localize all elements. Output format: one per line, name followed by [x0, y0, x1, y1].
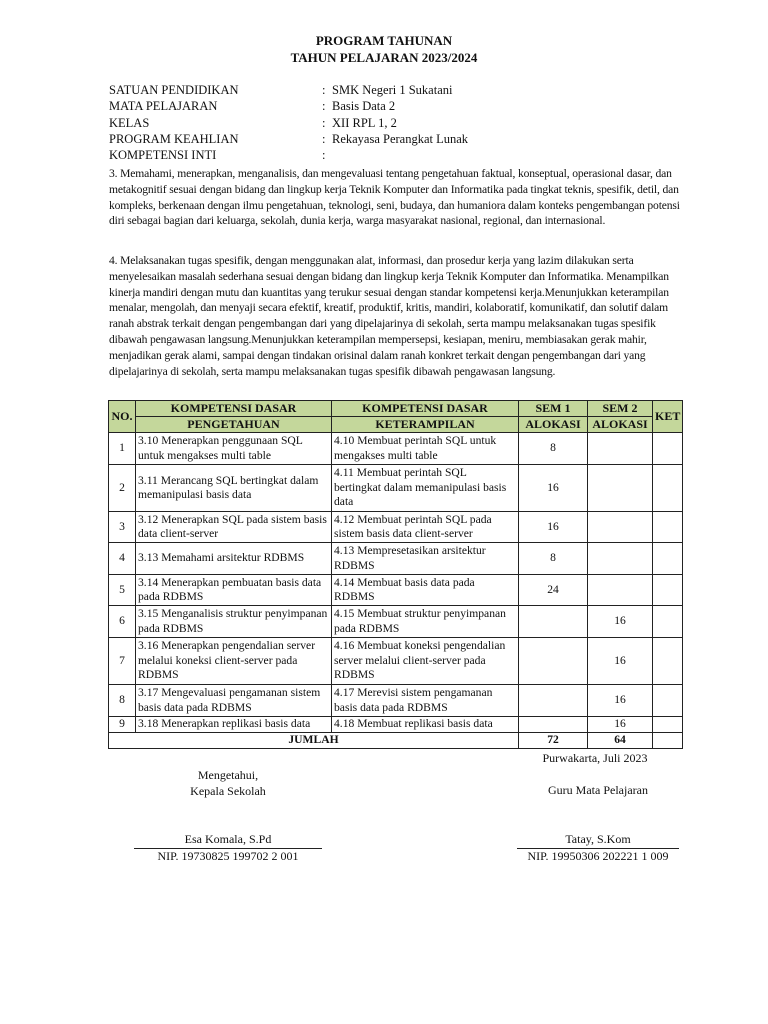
- info-label: KOMPETENSI INTI: [109, 148, 217, 163]
- header-alokasi2: ALOKASI: [588, 417, 653, 433]
- info-separator: :: [322, 115, 326, 130]
- header-keterampilan: KETERAMPILAN: [332, 417, 519, 433]
- cell-kd3: 3.14 Menerapkan pembuatan basis data pada RDBMS: [136, 575, 332, 606]
- cell-no: 2: [109, 465, 136, 512]
- table-row: [109, 512, 683, 543]
- header-kd-keterampilan: KOMPETENSI DASAR: [332, 401, 519, 417]
- info-separator: :: [322, 131, 326, 146]
- page-title: PROGRAM TAHUNAN: [315, 33, 453, 48]
- cell-no: 8: [109, 685, 136, 717]
- info-label: SATUAN PENDIDIKAN: [109, 83, 239, 97]
- info-row-program: [109, 131, 468, 147]
- cell-sem1: 16: [519, 465, 588, 512]
- table-row: [109, 638, 683, 685]
- info-value: SMK Negeri 1 Sukatani: [332, 83, 453, 97]
- cell-sem2: [588, 433, 653, 465]
- info-separator: :: [322, 83, 326, 97]
- cell-kd4: 4.11 Membuat perintah SQL bertingkat dalam memanipulasi basis data: [332, 465, 519, 512]
- cell-ket: [653, 717, 683, 733]
- cell-kd4: 4.10 Membuat perintah SQL untuk mengakses multi table: [332, 433, 519, 465]
- total-row: [109, 733, 683, 749]
- info-label: MATA PELAJARAN: [109, 99, 218, 114]
- info-value: XII RPL 1, 2: [332, 115, 397, 130]
- cell-ket: [653, 433, 683, 465]
- cell-sem2: 16: [588, 685, 653, 717]
- table-row: [109, 685, 683, 717]
- cell-sem2: [588, 465, 653, 512]
- cell-ket: [653, 638, 683, 685]
- cell-sem1: [519, 685, 588, 717]
- signature-left-title2: Kepala Sekolah: [190, 784, 266, 798]
- cell-ket: [653, 575, 683, 606]
- table-row: [109, 606, 683, 638]
- signature-left-title1: Mengetahui,: [197, 768, 259, 782]
- header-sem2: SEM 2: [588, 401, 653, 417]
- cell-sem2: [588, 543, 653, 575]
- cell-kd3: 3.12 Menerapkan SQL pada sistem basis data client-server: [136, 512, 332, 543]
- info-row-mapel: [109, 98, 468, 114]
- cell-sem2: [588, 512, 653, 543]
- identity-block: [109, 82, 468, 163]
- cell-kd4: 4.14 Membuat basis data pada RDBMS: [332, 575, 519, 606]
- page-subtitle: TAHUN PELAJARAN 2023/2024: [290, 50, 478, 65]
- header-no: NO.: [109, 401, 136, 433]
- total-sem2: 64: [588, 733, 653, 749]
- signature-right-nip: NIP. 19950306 202221 1 009: [517, 848, 679, 864]
- cell-sem1: 24: [519, 575, 588, 606]
- table-row: [109, 543, 683, 575]
- info-row-ki: [109, 147, 468, 163]
- cell-no: 9: [109, 717, 136, 733]
- cell-sem2: 16: [588, 717, 653, 733]
- cell-kd4: 4.13 Mempresetasikan arsitektur RDBMS: [332, 543, 519, 575]
- total-label: JUMLAH: [109, 733, 519, 749]
- cell-sem1: [519, 606, 588, 638]
- cell-sem2: 16: [588, 606, 653, 638]
- cell-sem1: [519, 638, 588, 685]
- header-kd-pengetahuan: KOMPETENSI DASAR: [136, 401, 332, 417]
- signature-left-name: Esa Komala, S.Pd: [184, 832, 272, 846]
- info-separator: :: [322, 148, 326, 163]
- place-date: Purwakarta, Juli 2023: [542, 751, 648, 765]
- cell-sem1: 8: [519, 433, 588, 465]
- cell-sem2: 16: [588, 638, 653, 685]
- table-header-row: [109, 401, 683, 417]
- cell-sem2: [588, 575, 653, 606]
- info-value: Basis Data 2: [332, 99, 396, 114]
- cell-no: 1: [109, 433, 136, 465]
- info-value: Rekayasa Perangkat Lunak: [332, 131, 469, 146]
- table-row: [109, 465, 683, 512]
- cell-kd3: 3.16 Menerapkan pengendalian server melalui koneksi client-server pada RDBMS: [136, 638, 332, 685]
- total-sem1: 72: [519, 733, 588, 749]
- cell-no: 6: [109, 606, 136, 638]
- cell-kd4: 4.15 Membuat struktur penyimpanan pada RDBMS: [332, 606, 519, 638]
- cell-ket: [653, 606, 683, 638]
- table-header-row: [109, 417, 683, 433]
- cell-kd4: 4.17 Merevisi sistem pengamanan basis data pada RDBMS: [332, 685, 519, 717]
- header-alokasi1: ALOKASI: [519, 417, 588, 433]
- cell-kd3: 3.17 Mengevaluasi pengamanan sistem basis data pada RDBMS: [136, 685, 332, 717]
- info-row-kelas: [109, 115, 468, 131]
- cell-kd3: 3.13 Memahami arsitektur RDBMS: [136, 543, 332, 575]
- cell-no: 5: [109, 575, 136, 606]
- header-pengetahuan: PENGETAHUAN: [136, 417, 332, 433]
- info-separator: :: [322, 99, 326, 114]
- cell-ket: [653, 512, 683, 543]
- cell-ket: [653, 685, 683, 717]
- cell-kd4: 4.18 Membuat replikasi basis data: [332, 717, 519, 733]
- ki4-paragraph: 4. Melaksanakan tugas spesifik, dengan menggunakan alat, informasi, dan prosedur kerja yang lazim dilakukan serta menyelesaikan masalah sederhana sesuai dengan bidang dan lingkup kerja Teknik Komputer dan Informatika. Menampilkan kinerja mandiri dengan mutu dan kuantitas yang terukur sesuai dengan standar kompetensi kerja.Menunjukkan keterampilan menalar, mengolah, dan menyaji secara efektif, kreatif, produktif, kritis, mandiri, kolaboratif, komunikatif, dan solutif dalam ranah abstrak terkait dengan pengembangan dari yang dipelajarinya di sekolah, serta mampu melaksanakan tugas spesifik dibawah pengawasan langsung.Menunjukkan keterampilan mempersepsi, kesiapan, meniru, membiasakan gerak mahir, menjadikan gerak alami, sampai dengan tindakan orisinal dalam ranah konkret terkait dengan pengembangan dari yang dipelajarinya di sekolah, serta mampu melaksanakan tugas spesifik dibawah pengawasan langsung.: [109, 254, 669, 378]
- cell-no: 3: [109, 512, 136, 543]
- cell-kd3: 3.18 Menerapkan replikasi basis data: [136, 717, 332, 733]
- info-label: PROGRAM KEAHLIAN: [109, 131, 239, 146]
- cell-no: 4: [109, 543, 136, 575]
- cell-ket: [653, 465, 683, 512]
- cell-kd4: 4.12 Membuat perintah SQL pada sistem basis data client-server: [332, 512, 519, 543]
- cell-sem1: 8: [519, 543, 588, 575]
- table-row: [109, 575, 683, 606]
- signature-left-nip: NIP. 19730825 199702 2 001: [134, 848, 322, 864]
- cell-sem1: 16: [519, 512, 588, 543]
- cell-ket: [653, 543, 683, 575]
- signature-right-title: Guru Mata Pelajaran: [548, 783, 648, 797]
- cell-kd3: 3.15 Menganalisis struktur penyimpanan pada RDBMS: [136, 606, 332, 638]
- info-row-satuan: [109, 82, 468, 98]
- cell-kd3: 3.10 Menerapkan penggunaan SQL untuk mengakses multi table: [136, 433, 332, 465]
- cell-kd4: 4.16 Membuat koneksi pengendalian server melalui client-server pada RDBMS: [332, 638, 519, 685]
- header-sem1: SEM 1: [519, 401, 588, 417]
- table-row: [109, 717, 683, 733]
- cell-kd3: 3.11 Merancang SQL bertingkat dalam memanipulasi basis data: [136, 465, 332, 512]
- table-row: [109, 433, 683, 465]
- ki3-paragraph: 3. Memahami, menerapkan, menganalisis, dan mengevaluasi tentang pengetahuan faktual, konseptual, operasional dasar, dan metakognitif sesuai dengan bidang dan lingkup kerja Teknik Komputer dan Informatika pada tingkat teknis, spesifik, detil, dan kompleks, berkenaan dengan ilmu pengetahuan, teknologi, seni, budaya, dan humaniora dalam konteks pengembangan potensi diri sebagai bagian dari keluarga, sekolah, dunia kerja, warga masyarakat nasional, regional, dan internasional.: [109, 167, 680, 228]
- header-ket: KET: [653, 401, 683, 433]
- total-ket: [653, 733, 683, 749]
- cell-sem1: [519, 717, 588, 733]
- signature-right-name: Tatay, S.Kom: [565, 832, 631, 846]
- kd-table: [108, 400, 683, 749]
- info-label: KELAS: [109, 115, 150, 130]
- cell-no: 7: [109, 638, 136, 685]
